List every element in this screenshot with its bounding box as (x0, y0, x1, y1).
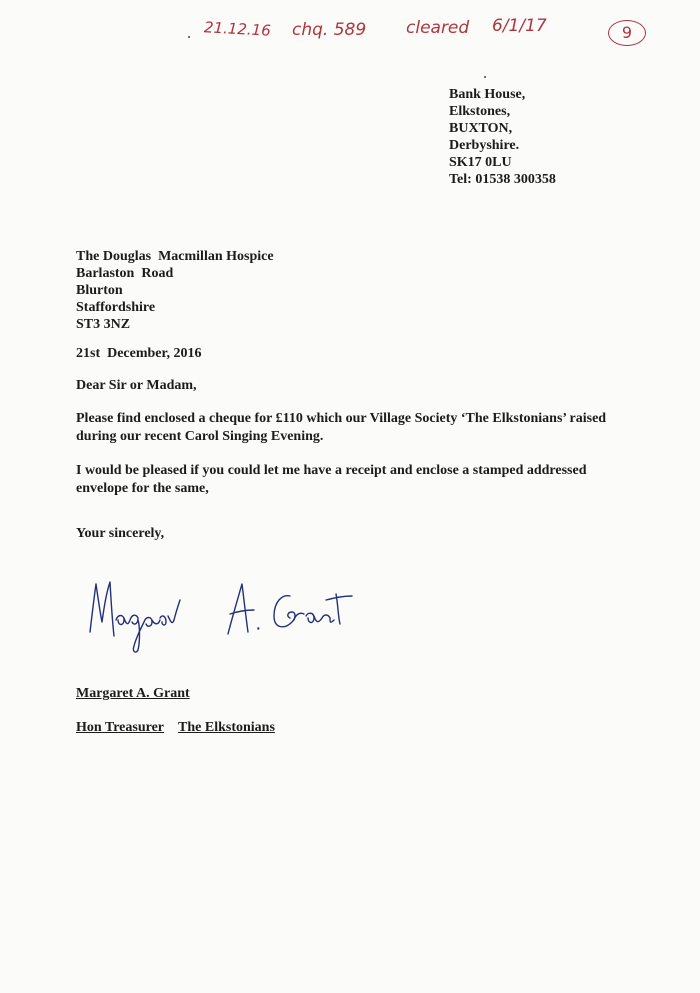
handwritten-signature (82, 570, 372, 660)
body-paragraph-2: I would be pleased if you could let me have a receipt and enclose a stamped addressed envelope for the same, (76, 463, 587, 496)
recipient-address-line: Barlaston Road (76, 266, 174, 281)
sender-phone: Tel: 01538 300358 (449, 172, 556, 187)
sender-address-line: Bank House, (449, 87, 526, 102)
signatory-name: Margaret A. Grant (76, 686, 190, 701)
sender-address-line: SK17 0LU (449, 155, 512, 170)
sender-address (449, 86, 556, 188)
signatory-organisation: The Elkstonians (178, 720, 275, 735)
annotation-date: 21.12.16 (203, 18, 272, 40)
annotation-cheque: chq. 589 (292, 20, 367, 40)
recipient-address-line: The Douglas Macmillan Hospice (76, 249, 274, 264)
salutation: Dear Sir or Madam, (76, 378, 197, 393)
sender-address-line: Derbyshire. (449, 138, 520, 153)
page-number-circle: 9 (608, 20, 646, 46)
sender-address-line: Elkstones, (449, 104, 511, 119)
recipient-address (76, 248, 274, 333)
annotation-cleared-date: 6/1/17 (492, 16, 547, 36)
recipient-address-line: ST3 3NZ (76, 317, 131, 332)
sender-address-line: BUXTON, (449, 121, 513, 136)
signature-drawing (82, 570, 372, 660)
handwritten-annotation (200, 14, 560, 44)
scan-speck (188, 36, 190, 38)
signatory-role: Hon Treasurer (76, 720, 165, 735)
annotation-cleared: cleared (406, 18, 470, 38)
letter-date: 21st December, 2016 (76, 346, 202, 361)
body-paragraph-1: Please find enclosed a cheque for £110 which our Village Society ‘The Elkstonians’ raised during our recent Carol Singing Evening. (76, 411, 607, 444)
scan-speck (484, 76, 486, 78)
closing: Your sincerely, (76, 526, 165, 541)
recipient-address-line: Blurton (76, 283, 123, 298)
recipient-address-line: Staffordshire (76, 300, 156, 315)
signatory-title (76, 720, 275, 736)
